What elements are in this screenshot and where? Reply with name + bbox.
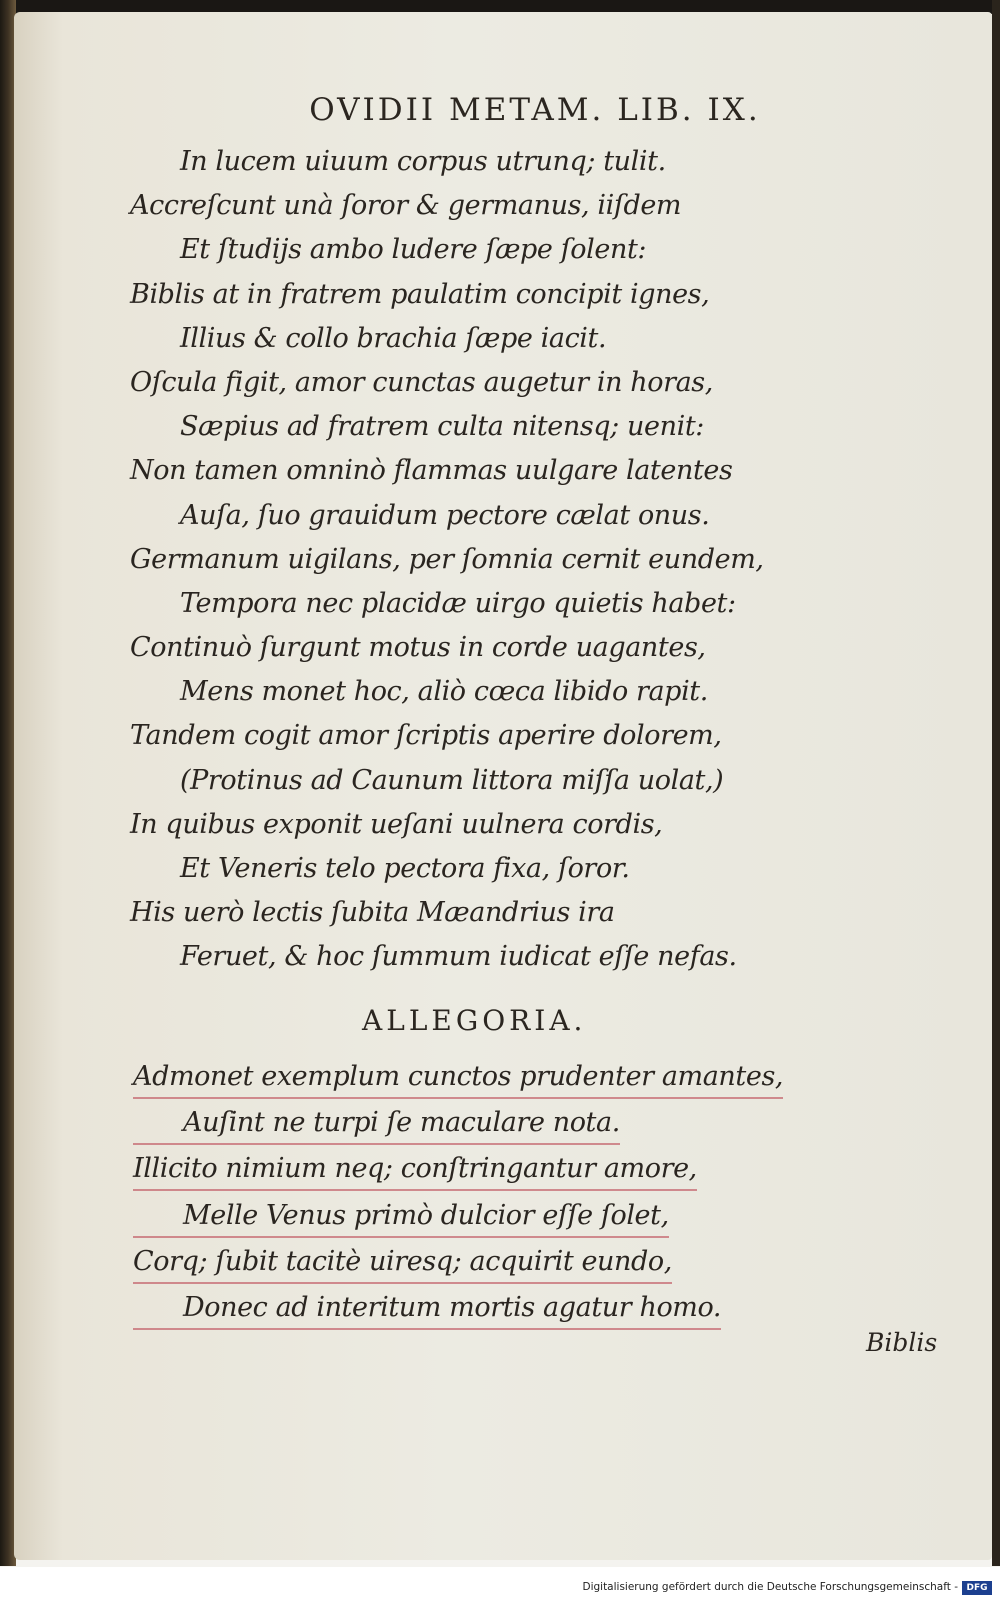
allegoria-line: Illicito nimium neq; conſtringantur amore, [133, 1147, 697, 1191]
verse-line: His uerò lectis ſubita Mæandrius ira [130, 897, 615, 929]
verse-line: Sæpius ad fratrem culta nitensq; uenit: [180, 411, 704, 443]
verse-line: Illius & collo brachia ſæpe iacit. [180, 322, 607, 354]
funding-notice: Digitalisierung gefördert durch die Deutsche Forschungsgemeinschaft - [582, 1581, 958, 1593]
running-header: OVIDII METAM. LIB. IX. [309, 92, 761, 128]
verse-line: Accreſcunt unà ſoror & germanus, iiſdem [130, 190, 682, 222]
verse-line: Auſa, ſuo grauidum pectore cælat onus. [180, 499, 710, 531]
allegoria-line: Auſint ne turpi ſe maculare nota. [133, 1101, 620, 1145]
verse-line: Tandem cogit amor ſcriptis aperire dolorem, [130, 720, 722, 752]
allegoria-line: Donec ad interitum mortis agatur homo. [133, 1286, 721, 1330]
allegoria-block [133, 1055, 953, 1332]
verse-block [130, 140, 950, 980]
verse-line: In lucem uiuum corpus utrunq; tulit. [180, 146, 666, 177]
allegoria-line: Admonet exemplum cunctos prudenter amantes, [133, 1055, 783, 1099]
allegoria-heading: ALLEGORIA. [362, 1004, 587, 1037]
verse-line: (Protinus ad Caunum littora miſſa uolat,) [180, 764, 724, 796]
allegoria-line: Corq; ſubit tacitè uiresq; acquirit eundo, [133, 1240, 672, 1284]
scan-right-edge [992, 0, 1000, 1566]
dfg-logo: DFG [962, 1581, 992, 1595]
verse-line: Biblis at in fratrem paulatim concipit ignes, [130, 278, 710, 310]
verse-line: Oſcula figit, amor cunctas augetur in horas, [130, 366, 713, 398]
verse-line: In quibus exponit ueſani uulnera cordis, [130, 808, 663, 840]
verse-line: Germanum uigilans, per ſomnia cernit eundem, [130, 543, 764, 575]
catchword: Biblis [866, 1328, 938, 1357]
allegoria-line: Melle Venus primò dulcior eſſe ſolet, [133, 1194, 669, 1238]
verse-line: Non tamen omninò flammas uulgare latentes [130, 455, 733, 487]
verse-line: Tempora nec placidæ uirgo quietis habet: [180, 587, 736, 619]
verse-line: Et Veneris telo pectora fixa, ſoror. [180, 853, 630, 884]
verse-line: Mens monet hoc, aliò cœca libido rapit. [180, 676, 708, 708]
verse-line: Et ſtudijs ambo ludere ſæpe ſolent: [180, 234, 647, 266]
verse-line: Continuò ſurgunt motus in corde uagantes, [130, 632, 706, 664]
digitization-footer [0, 1567, 1000, 1601]
verse-line: Feruet, & hoc ſummum iudicat eſſe nefas. [180, 941, 737, 973]
